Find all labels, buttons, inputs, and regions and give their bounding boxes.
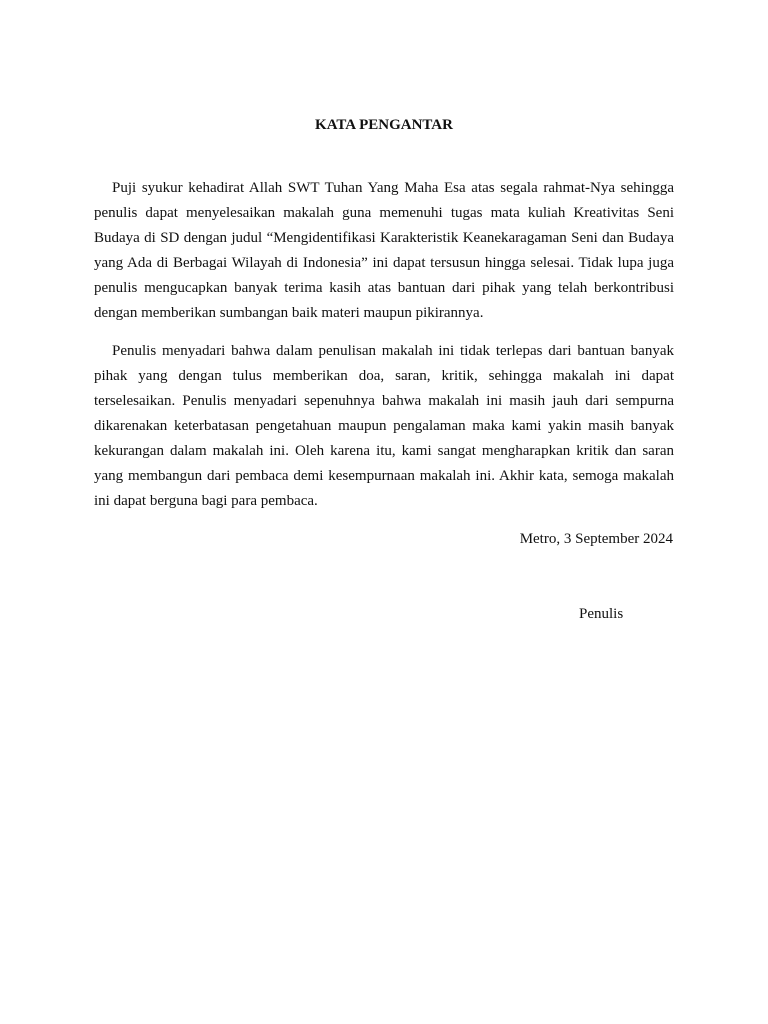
page-title: KATA PENGANTAR bbox=[315, 117, 453, 133]
paragraph-2: Penulis menyadari bahwa dalam penulisan makalah ini tidak terlepas dari bantuan banyak pihak yang dengan tulus memberikan doa, saran, kritik, sehingga makalah ini dapat terselesaikan. Penulis menyadari sepenuhnya bahwa makalah ini masih jauh dari sempurna dikarenakan keterbatasan pengetahuan maupun pengalaman maka kami yakin masih banyak kekurangan dalam makalah ini. Oleh karena itu, kami sangat mengharapkan kritik dan saran yang membangun dari pembaca demi kesempurnaan makalah ini. Akhir kata, semoga makalah ini dapat berguna bagi para pembaca. bbox=[94, 343, 674, 509]
place-date: Metro, 3 September 2024 bbox=[519, 531, 673, 547]
paragraph-1: Puji syukur kehadirat Allah SWT Tuhan Yang Maha Esa atas segala rahmat-Nya sehingga penulis dapat menyelesaikan makalah guna memenuhi tugas mata kuliah Kreativitas Seni Budaya di SD dengan judul “Mengidentifikasi Karakteristik Keanekaragaman Seni dan Budaya yang Ada di Berbagai Wilayah di Indonesia” ini dapat tersusun hingga selesai. Tidak lupa juga penulis mengucapkan banyak terima kasih atas bantuan dari pihak yang telah berkontribusi dengan memberikan sumbangan baik materi maupun pikirannya. bbox=[94, 180, 674, 321]
document-body bbox=[94, 176, 674, 514]
signature-author: Penulis bbox=[579, 606, 624, 622]
